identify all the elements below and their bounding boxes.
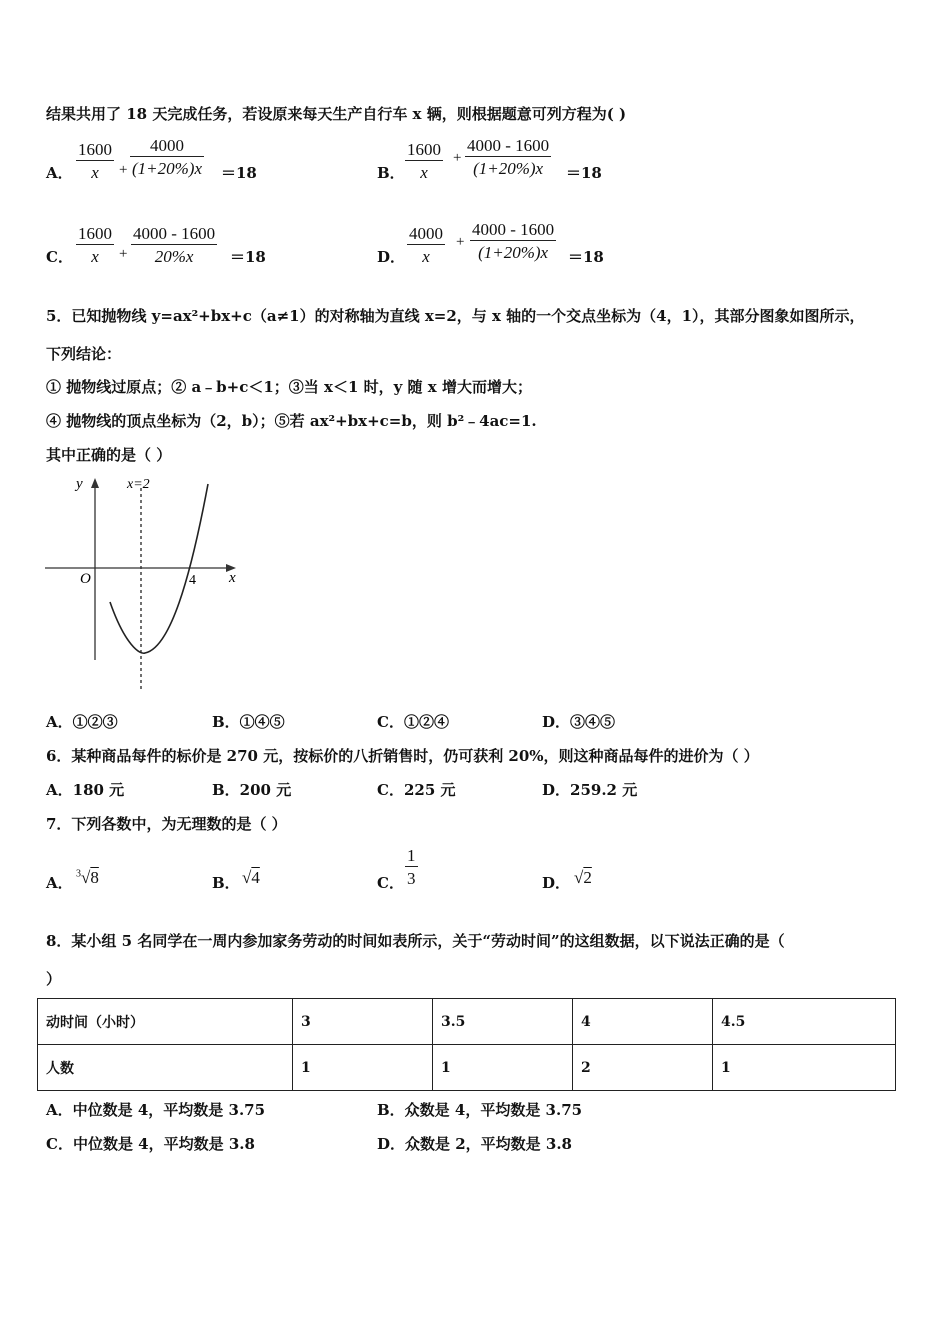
q4-c-fraction-2: $\frac{4000 - 1600}{20\%x}$ — [133, 224, 216, 266]
q8-option-a: A．中位数是 4，平均数是 3.75 — [46, 1101, 266, 1119]
table-cell: 4 — [573, 999, 713, 1045]
q4-a-fraction-2: $\frac{4000}{(1+20\%)x}$ — [132, 136, 203, 178]
q5-conclusions-2: ④ 抛物线的顶点坐标为（2，b）；⑤若 ax²+bx+c=b，则 b²﹣4ac=1. — [46, 412, 537, 430]
cube-root-8: $^3$√8 — [76, 868, 99, 887]
q5-option-c: C．①②④ — [377, 713, 449, 731]
table-cell: 1 — [293, 1045, 433, 1091]
x-label: x — [229, 570, 236, 586]
q4-d-fraction-1: $\frac{4000}{x}$ — [409, 224, 443, 266]
q7-option-d-label: D． — [542, 874, 571, 892]
parabola-graph — [40, 470, 245, 695]
y-label: y — [76, 476, 83, 492]
q4-d-fraction-2: $\frac{4000 - 1600}{(1+20\%)x}$ — [472, 220, 555, 262]
plus-sign: + — [456, 234, 465, 250]
axis-equation-label: x=2 — [127, 477, 150, 492]
table-cell: 2 — [573, 1045, 713, 1091]
q4-option-b-label: B． — [377, 164, 405, 182]
q4-option-a-label: A． — [46, 164, 73, 182]
q5-stem-line2: 下列结论： — [46, 345, 122, 363]
table-cell: 4.5 — [713, 999, 896, 1045]
q4-stem: 结果共用了 18 天完成任务，若设原来每天生产自行车 x 辆，则根据题意可列方程为( ) — [46, 105, 627, 123]
table-cell: 3 — [293, 999, 433, 1045]
q6-option-a: A．180 元 — [46, 781, 125, 799]
q5-option-b: B．①④⑤ — [212, 713, 285, 731]
q4-a-fraction-1: $\frac{1600}{x}$ — [78, 140, 112, 182]
table-cell: 3.5 — [433, 999, 573, 1045]
q4-b-fraction-1: $\frac{1600}{x}$ — [407, 140, 441, 182]
y-arrow-icon — [91, 478, 99, 488]
q5-stem-line1: 5．已知抛物线 y=ax²+bx+c（a≠1）的对称轴为直线 x=2，与 x 轴的一个交点坐标为（4，1），其部分图象如图所示， — [46, 307, 865, 325]
table-cell: 1 — [713, 1045, 896, 1091]
sqrt-2: √2 — [574, 868, 592, 887]
q8-option-c: C．中位数是 4，平均数是 3.8 — [46, 1135, 255, 1153]
q4-option-c-label: C． — [46, 248, 73, 266]
q5-conclusions-1: ① 抛物线过原点；② a﹣b+c＜1；③当 x＜1 时，y 随 x 增大而增大； — [46, 378, 532, 396]
q8-option-b: B．众数是 4，平均数是 3.75 — [377, 1101, 583, 1119]
q7-stem: 7．下列各数中，为无理数的是（ ） — [46, 815, 287, 833]
table-cell: 人数 — [38, 1045, 293, 1091]
q4-c-fraction-1: $\frac{1600}{x}$ — [78, 224, 112, 266]
equals-value: ＝18 — [230, 248, 266, 266]
q7-option-b-label: B． — [212, 874, 240, 892]
plus-sign: + — [119, 162, 128, 178]
q8-stem-line1: 8．某小组 5 名同学在一周内参加家务劳动的时间如表所示，关于“劳动时间”的这组数据，以下说法正确的是（ — [46, 932, 785, 950]
table-cell: 1 — [433, 1045, 573, 1091]
table-cell: 动时间（小时） — [38, 999, 293, 1045]
equals-value: ＝18 — [221, 164, 257, 182]
labor-time-table — [37, 998, 896, 1091]
q7-option-c-label: C． — [377, 874, 404, 892]
sqrt-4: √4 — [242, 868, 260, 887]
q5-prompt: 其中正确的是（ ） — [46, 446, 172, 464]
q7-option-a-label: A． — [46, 874, 73, 892]
q6-option-d: D．259.2 元 — [542, 781, 638, 799]
equals-value: ＝18 — [568, 248, 604, 266]
equals-value: ＝18 — [566, 164, 602, 182]
table-row — [38, 999, 896, 1045]
origin-label: O — [80, 571, 91, 587]
q5-option-a: A．①②③ — [46, 713, 118, 731]
q8-stem-line2: ） — [46, 970, 62, 988]
fraction-one-third: $\frac{1}{3}$ — [407, 846, 416, 888]
q4-b-fraction-2: $\frac{4000 - 1600}{(1+20\%)x}$ — [467, 136, 550, 178]
tick-4-label: 4 — [189, 573, 196, 588]
q6-option-c: C．225 元 — [377, 781, 456, 799]
table-row — [38, 1045, 896, 1091]
q6-stem: 6．某种商品每件的标价是 270 元，按标价的八折销售时，仍可获利 20%，则这种商品每件的进价为（ ） — [46, 747, 759, 765]
q4-option-d-label: D． — [377, 248, 406, 266]
q6-option-b: B．200 元 — [212, 781, 292, 799]
q8-option-d: D．众数是 2，平均数是 3.8 — [377, 1135, 572, 1153]
q5-option-d: D．③④⑤ — [542, 713, 616, 731]
plus-sign: + — [119, 246, 128, 262]
plus-sign: + — [453, 150, 462, 166]
